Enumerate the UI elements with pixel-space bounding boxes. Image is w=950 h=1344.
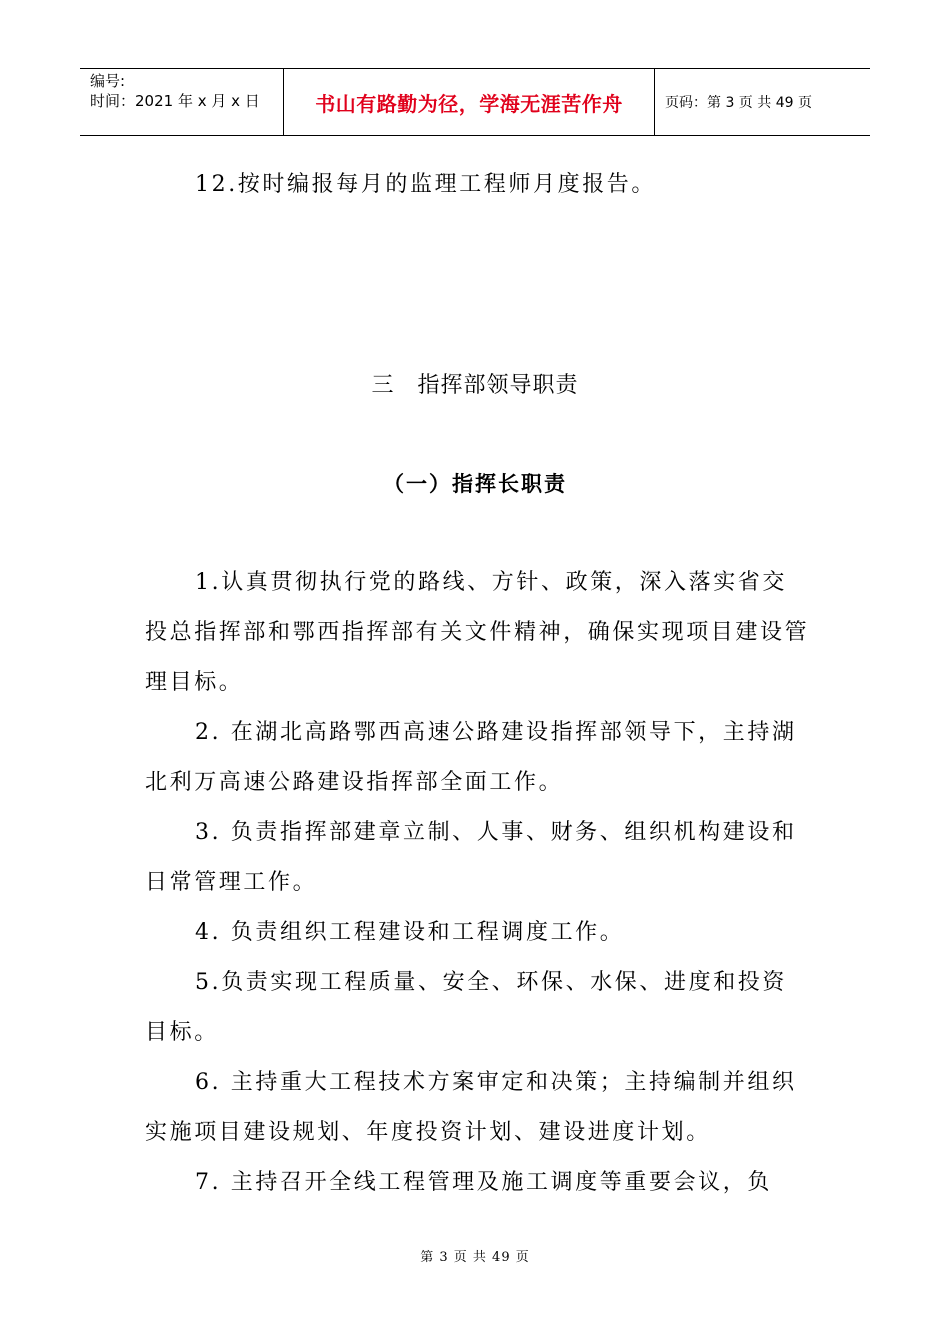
document-number-label: 编号: [90,72,126,90]
paragraph-2: 2. 在湖北高路鄂西高速公路建设指挥部领导下，主持湖北利万高速公路建设指挥部全面工作。 [145,720,797,795]
paragraph-5: 5.负责实现工程质量、安全、环保、水保、进度和投资目标。 [145,970,787,1045]
paragraph-6: 6. 主持重大工程技术方案审定和决策；主持编制并组织实施项目建设规划、年度投资计划、建设进度计划。 [145,1070,797,1145]
paragraph-1: 1.认真贯彻执行党的路线、方针、政策，深入落实省交投总指挥部和鄂西指挥部有关文件精神，确保实现项目建设管理目标。 [145,570,810,695]
document-date-label: 时间：2021 年 x 月 x 日 [90,92,260,110]
list-item-12: 12.按时编报每月的监理工程师月度报告。 [195,172,656,197]
subsection-title: （一）指挥长职责 [383,472,567,496]
header-page-info: 页码：第 3 页 共 49 页 [665,95,812,111]
document-header [80,68,870,136]
header-meta-cell [80,69,283,135]
paragraph-4: 4. 负责组织工程建设和工程调度工作。 [195,920,625,945]
section-title: 三 指挥部领导职责 [371,373,579,398]
page-footer: 第 3 页 共 49 页 [420,1250,530,1265]
paragraph-3: 3. 负责指挥部建章立制、人事、财务、组织机构建设和日常管理工作。 [145,820,797,895]
header-motto: 书山有路勤为径，学海无涯苦作舟 [283,69,655,135]
paragraph-7: 7. 主持召开全线工程管理及施工调度等重要会议，负 [195,1170,772,1195]
